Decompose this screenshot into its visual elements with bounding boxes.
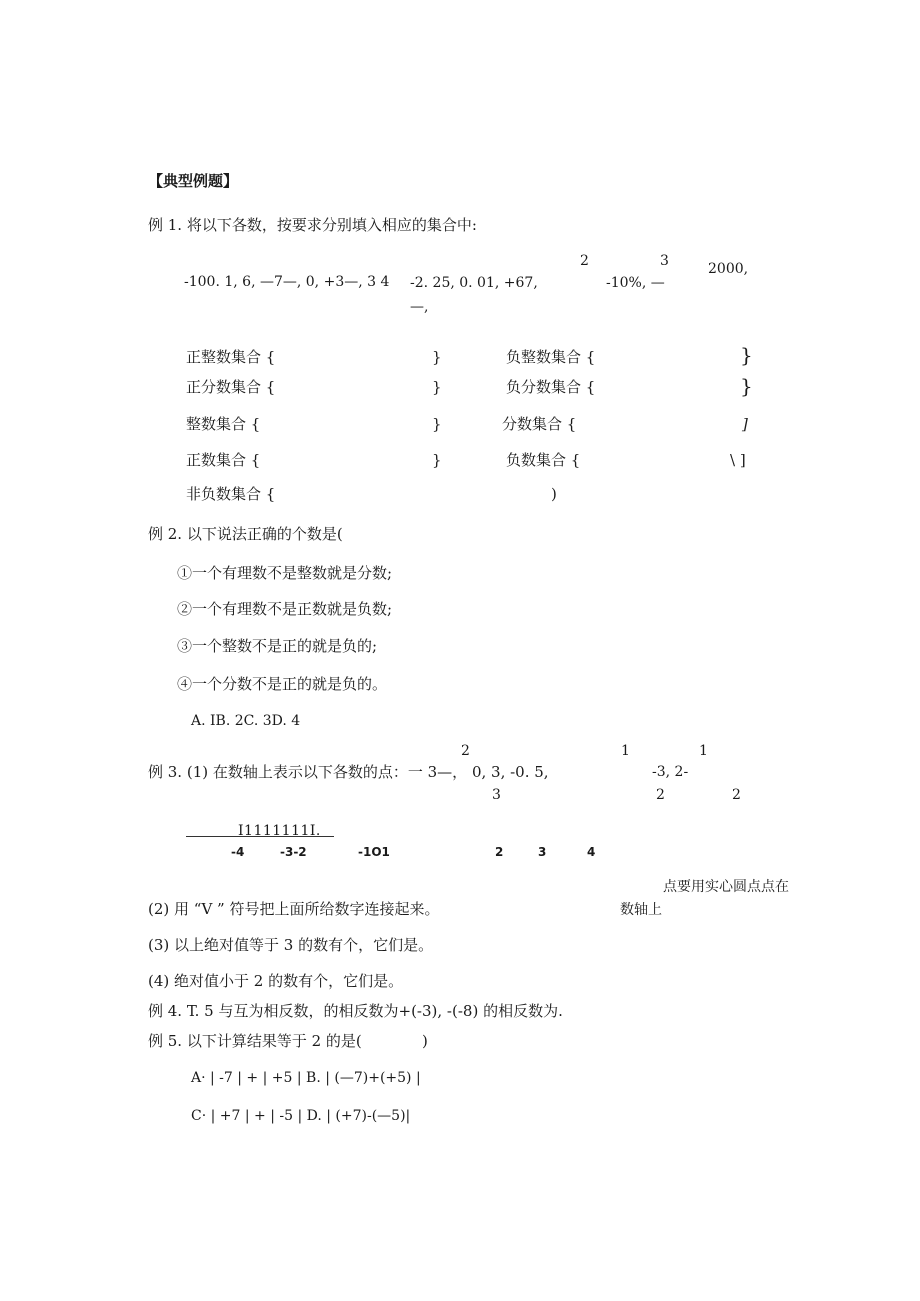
axis-label-m3m2: -3-2 xyxy=(280,845,307,859)
ex3-top-1b: 1 xyxy=(699,743,708,759)
set-positive-close: } xyxy=(432,451,442,469)
set-positive: 正数集合 { xyxy=(186,451,261,469)
ex2-title: 例 2. 以下说法正确的个数是( xyxy=(148,525,343,543)
ex2-statement-4: ④一个分数不是正的就是负的。 xyxy=(177,675,388,693)
ex3-note-line-2: 数轴上 xyxy=(620,902,662,918)
set-non-negative-close: ) xyxy=(551,485,557,503)
set-negative-close: \ ] xyxy=(730,451,746,469)
set-positive-integers-close: } xyxy=(432,348,442,366)
set-negative-integers-close: } xyxy=(740,343,753,367)
ex2-statement-2: ②一个有理数不是正数就是负数; xyxy=(177,600,393,618)
set-negative: 负数集合 { xyxy=(506,451,581,469)
ex1-title: 例 1. 将以下各数，按要求分别填入相应的集合中: xyxy=(148,216,477,234)
ex1-numbers-mid: -2. 25, 0. 01, +67, xyxy=(410,275,538,291)
set-integers: 整数集合 { xyxy=(186,415,261,433)
ex2-options: A. IB. 2C. 3D. 4 xyxy=(191,713,301,729)
ex3-bot-2a: 2 xyxy=(656,787,665,803)
ex3-q4: (4) 绝对值小于 2 的数有个，它们是。 xyxy=(148,972,404,990)
ex2-statement-1: ①一个有理数不是整数就是分数; xyxy=(177,564,393,582)
section-heading: 【典型例题】 xyxy=(148,172,239,190)
axis-label-p2: 2 xyxy=(495,845,504,859)
set-fractions: 分数集合 { xyxy=(502,415,577,433)
set-fractions-close: ] xyxy=(742,415,748,433)
ex3-bot-2b: 2 xyxy=(732,787,741,803)
ex1-percent: -10%, — xyxy=(606,275,665,291)
ex5-options-cd: C· | +7 | + | -5 | D. | (+7)-(—5)| xyxy=(191,1108,411,1124)
ex1-numbers-mid-2: —, xyxy=(410,299,429,315)
ex1-numbers-main: -100. 1, 6, —7—, 0, +3—, 3 4 xyxy=(184,274,390,290)
set-negative-integers: 负整数集合 { xyxy=(506,348,596,366)
ex5-close-paren: ) xyxy=(422,1032,428,1050)
set-positive-integers: 正整数集合 { xyxy=(186,348,276,366)
ex3-top-1a: 1 xyxy=(621,743,630,759)
ex5-title: 例 5. 以下计算结果等于 2 的是( xyxy=(148,1032,362,1050)
ex2-statement-3: ③一个整数不是正的就是负的; xyxy=(177,637,378,655)
ex3-note-line-1: 点要用实心圆点点在 xyxy=(663,879,789,895)
ex3-mid: -3, 2- xyxy=(652,764,689,780)
ex1-2000: 2000, xyxy=(708,261,749,277)
set-integers-close: } xyxy=(432,415,442,433)
ex1-superscript-2: 2 xyxy=(580,253,589,269)
set-negative-fractions-close: } xyxy=(740,374,753,398)
ex3-q2: (2) 用 “V ” 符号把上面所给数字连接起来。 xyxy=(148,900,440,918)
axis-label-p4: 4 xyxy=(587,845,596,859)
set-positive-fractions-close: } xyxy=(432,378,442,396)
set-positive-fractions: 正分数集合 { xyxy=(186,378,276,396)
ex3-frac-bot-3: 3 xyxy=(492,787,501,803)
ex3-frac-top-2: 2 xyxy=(461,743,470,759)
axis-label-p3: 3 xyxy=(538,845,547,859)
ex5-options-ab: A· | -7 | + | +5 | B. | (—7)+(+5) | xyxy=(191,1070,421,1086)
ex1-superscript-3: 3 xyxy=(660,253,669,269)
set-non-negative: 非负数集合 { xyxy=(186,485,276,503)
axis-label-m1o1: -1O1 xyxy=(358,845,390,859)
ex4-title: 例 4. T. 5 与互为相反数，的相反数为+(-3), -(-8) 的相反数为. xyxy=(148,1002,563,1020)
number-line-ticks: I1111111I. xyxy=(238,823,321,839)
set-negative-fractions: 负分数集合 { xyxy=(506,378,596,396)
ex3-title: 例 3. (1) 在数轴上表示以下各数的点：一 3—， 0, 3, -0. 5, xyxy=(148,763,549,781)
axis-label-m4: -4 xyxy=(231,845,245,859)
ex3-q3: (3) 以上绝对值等于 3 的数有个，它们是。 xyxy=(148,936,434,954)
